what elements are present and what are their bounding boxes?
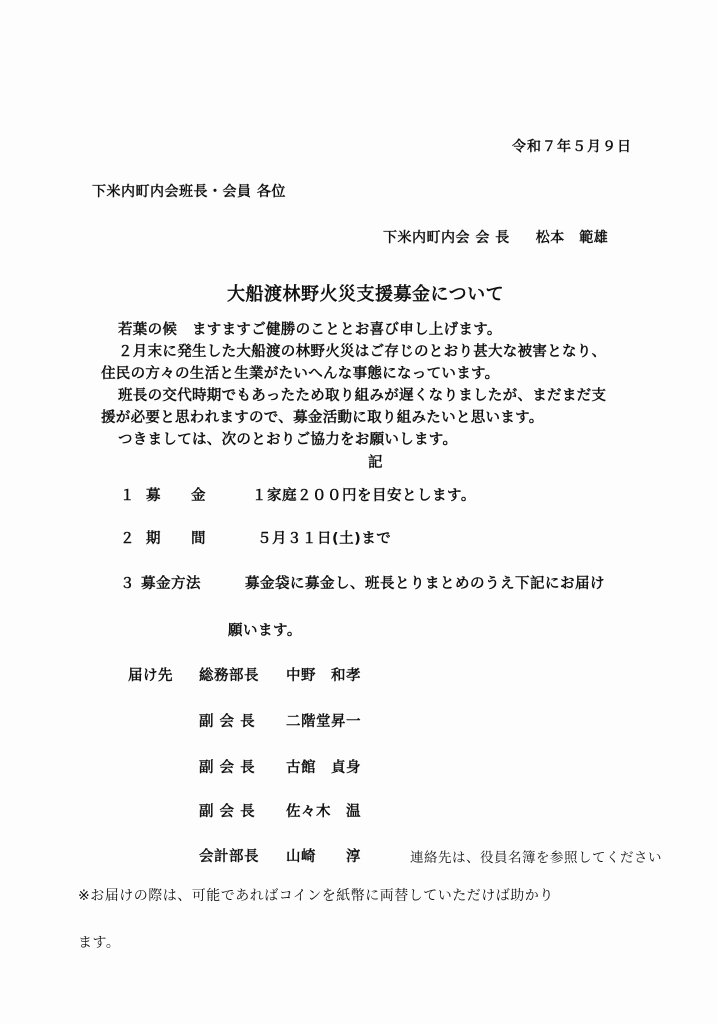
recipient-role: 副 会 長	[199, 714, 256, 730]
recipient-role: 会計部長	[199, 849, 259, 865]
document-date: 令和７年５月９日	[512, 139, 632, 155]
body-line-greeting: 若葉の候 ますますご健勝のこととお喜び申し上げます。	[118, 322, 502, 338]
recipients-label: 届け先	[128, 668, 173, 684]
sender-organization: 下米内町内会 会 長	[383, 230, 510, 246]
recipient-name: 二階堂昇一	[286, 714, 361, 730]
item-text-continued: 願います。	[228, 623, 302, 639]
item-label: 募 金	[146, 488, 206, 504]
item-text: １家庭２００円を目安とします。	[252, 488, 476, 504]
item-number: ２	[120, 531, 135, 547]
body-line: ２月末に発生した大船渡の林野火災はご存じのとおり甚大な被害となり、	[118, 344, 607, 360]
recipient-name: 佐々木 温	[286, 804, 361, 820]
item-text: ５月３１日(土)まで	[257, 531, 392, 547]
item-label: 期 間	[146, 531, 206, 547]
body-line: 援が必要と思われますので、募金活動に取り組みたいと思います。	[101, 410, 544, 426]
contact-note: 連絡先は、役員名簿を参照してください	[410, 850, 662, 866]
addressee: 下米内町内会班長・会員 各位	[92, 184, 286, 200]
item-number: ３	[120, 576, 135, 592]
recipient-role: 総務部長	[199, 668, 259, 684]
footer-note-continued: ます。	[78, 935, 121, 951]
body-line: 班長の交代時期でもあったため取り組みが遅くなりましたが、まだまだ支	[118, 388, 607, 404]
recipient-role: 副 会 長	[199, 804, 256, 820]
item-number: １	[120, 488, 135, 504]
body-line: つきましては、次のとおりご協力をお願いします。	[118, 432, 458, 448]
recipient-name: 中野 和孝	[286, 668, 361, 684]
item-text: 募金袋に募金し、班長とりまとめのうえ下記にお届け	[245, 576, 605, 592]
recipient-name: 山崎 淳	[286, 849, 361, 865]
sender-name: 松本 範雄	[535, 230, 609, 246]
recipient-role: 副 会 長	[199, 760, 256, 776]
sender	[383, 227, 608, 247]
item-label: 募金方法	[141, 576, 201, 592]
body-line: 住民の方々の生活と生業がたいへんな事態になっています。	[101, 366, 500, 382]
footer-note: ※お届けの際は、可能であればコインを紙幣に両替していただけば助かり	[78, 888, 554, 904]
document-title: 大船渡林野火災支援募金について	[227, 284, 505, 305]
ki-heading: 記	[368, 455, 383, 471]
recipient-name: 古館 貞身	[286, 760, 361, 776]
